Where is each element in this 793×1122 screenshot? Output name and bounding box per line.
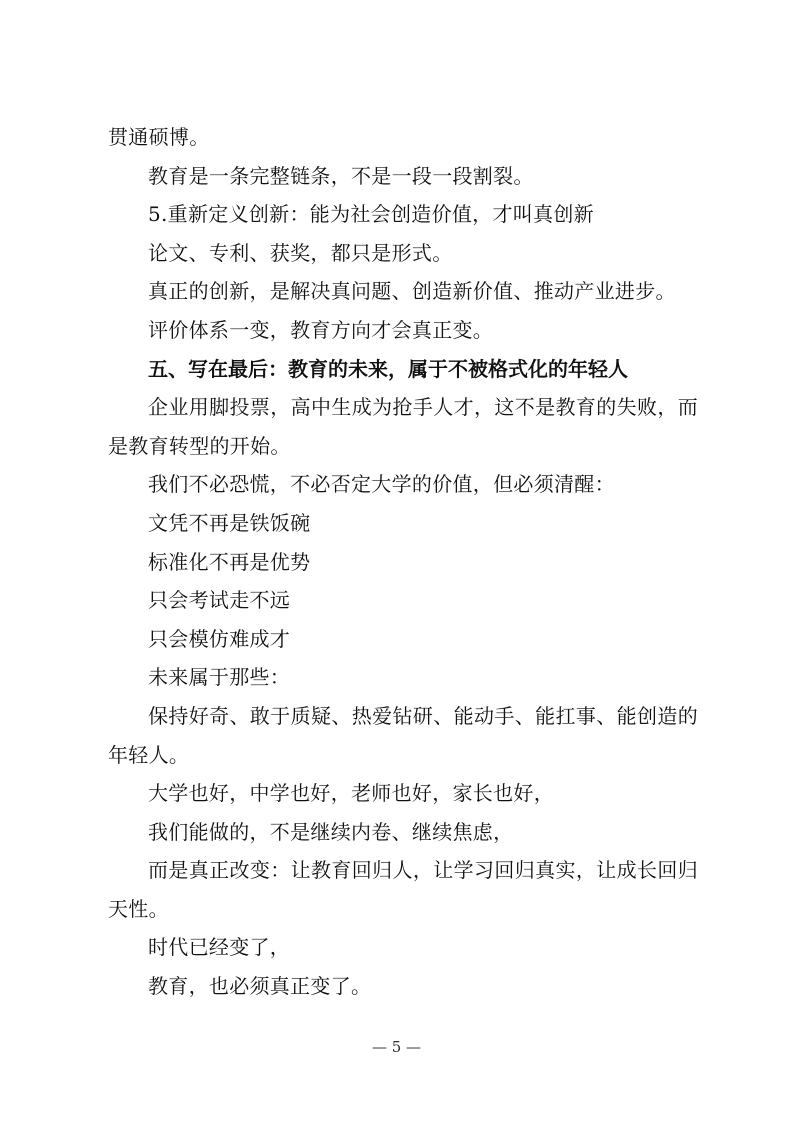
paragraph: 未来属于那些： xyxy=(148,665,291,690)
paragraph: 保持好奇、敢于质疑、热爱钻研、能动手、能扛事、能创造的年轻人。 xyxy=(108,703,698,767)
paragraph: 文凭不再是铁饭碗 xyxy=(148,510,311,535)
paragraph: 标准化不再是优势 xyxy=(148,549,311,574)
paragraph: 教育是一条完整链条，不是一段一段割裂。 xyxy=(148,163,534,188)
paragraph: 我们不必恐慌，不必否定大学的价值，但必须清醒： xyxy=(148,472,615,497)
paragraph: 贯通硕博。 xyxy=(108,125,210,149)
section-heading: 五、写在最后：教育的未来，属于不被格式化的年轻人 xyxy=(148,356,628,381)
paragraph: 我们能做的，不是继续内卷、继续焦虑， xyxy=(148,819,514,844)
paragraph: 时代已经变了， xyxy=(148,935,291,960)
paragraph: 真正的创新，是解决真问题、创造新价值、推动产业进步。 xyxy=(148,279,676,304)
paragraph: 只会考试走不远 xyxy=(148,588,291,613)
paragraph: 只会模仿难成才 xyxy=(148,626,291,651)
paragraph: 而是真正改变：让教育回归人，让学习回归真实，让成长回归天性。 xyxy=(108,858,698,921)
document-body xyxy=(108,118,698,1006)
paragraph: 5.重新定义创新：能为社会创造价值，才叫真创新 xyxy=(148,202,594,227)
paragraph: 教育，也必须真正变了。 xyxy=(148,974,372,999)
paragraph: 评价体系一变，教育方向才会真正变。 xyxy=(148,317,494,342)
paragraph: 大学也好，中学也好，老师也好，家长也好， xyxy=(148,781,554,806)
paragraph: 企业用脚投票，高中生成为抢手人才，这不是教育的失败，而是教育转型的开始。 xyxy=(108,395,698,458)
paragraph: 论文、专利、获奖，都只是形式。 xyxy=(148,240,453,265)
page-number: — 5 — xyxy=(371,1038,422,1056)
